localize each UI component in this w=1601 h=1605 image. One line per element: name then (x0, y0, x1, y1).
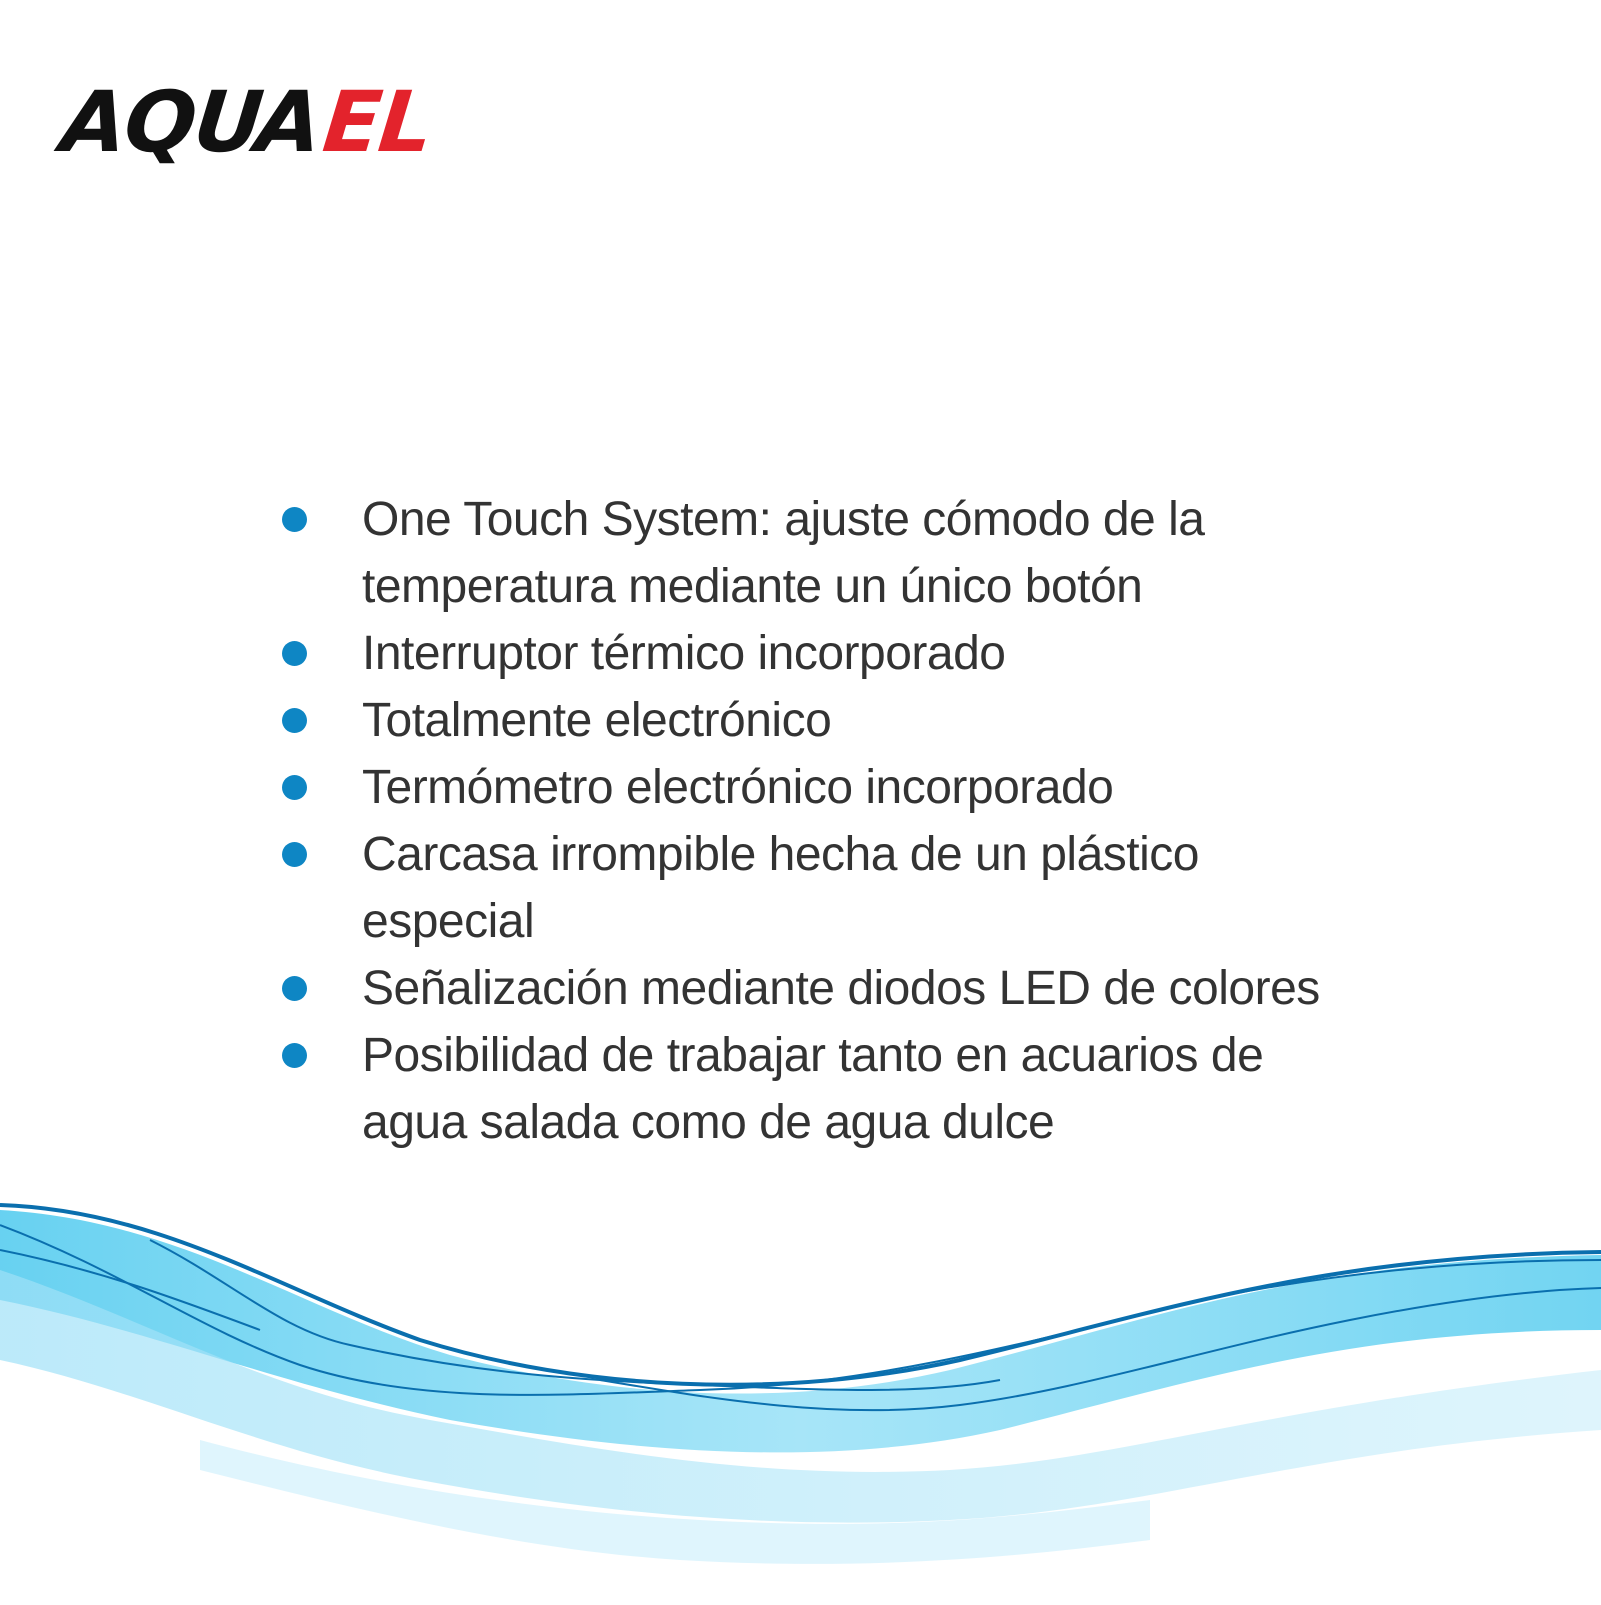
feature-item (280, 687, 1340, 754)
logo-text-black: AQUA (56, 73, 326, 171)
dot-bullet-icon (282, 775, 307, 800)
dot-bullet-icon (282, 507, 307, 532)
feature-item (280, 754, 1340, 821)
feature-text: Totalmente electrónico (362, 694, 832, 747)
feature-text: Posibilidad de trabajar tanto en acuarios de agua salada como de agua dulce (362, 1029, 1264, 1149)
dot-bullet-icon (282, 1043, 307, 1068)
feature-list (280, 486, 1340, 1156)
dot-bullet-icon (282, 708, 307, 733)
feature-text: Carcasa irrompible hecha de un plástico especial (362, 828, 1199, 948)
dot-bullet-icon (282, 641, 307, 666)
logo-text-red: EL (318, 73, 436, 171)
feature-item (280, 486, 1340, 620)
feature-item (280, 620, 1340, 687)
dot-bullet-icon (282, 976, 307, 1001)
feature-item (280, 1022, 1340, 1156)
aquael-logo (57, 72, 436, 172)
dot-bullet-icon (282, 842, 307, 867)
feature-text: Termómetro electrónico incorporado (362, 761, 1114, 814)
feature-item (280, 821, 1340, 955)
feature-text: One Touch System: ajuste cómodo de la temperatura mediante un único botón (362, 493, 1205, 613)
feature-item (280, 955, 1340, 1022)
feature-text: Señalización mediante diodos LED de colores (362, 962, 1320, 1015)
watercolor-wave-icon (0, 1180, 1601, 1600)
feature-text: Interruptor térmico incorporado (362, 627, 1006, 680)
